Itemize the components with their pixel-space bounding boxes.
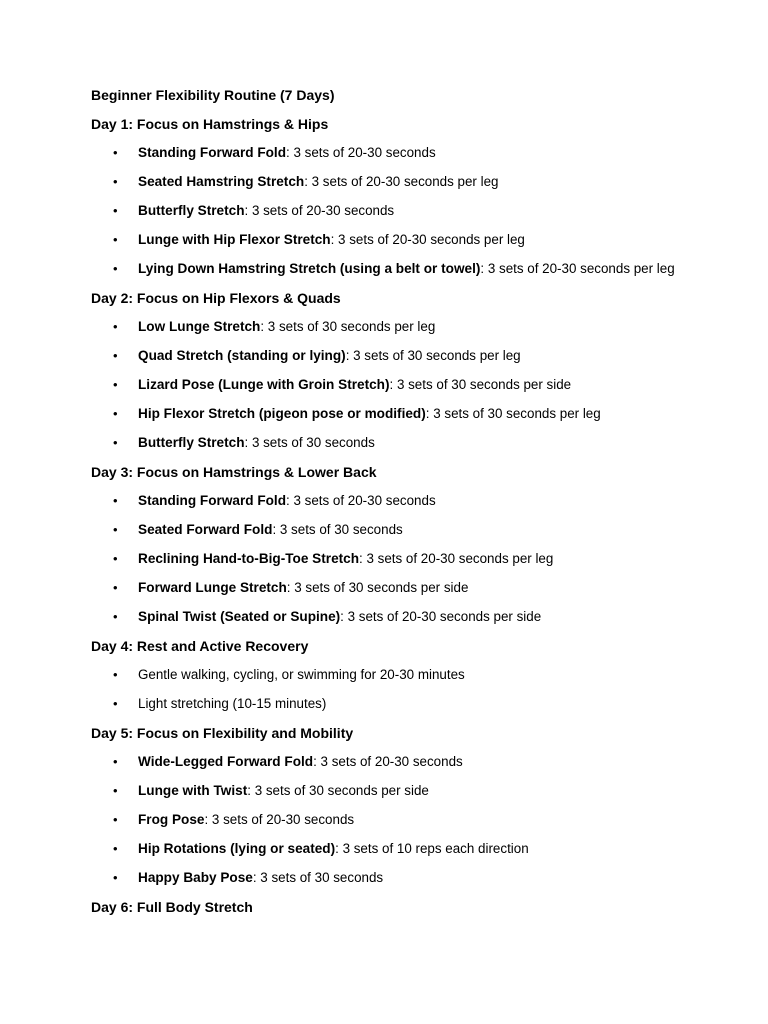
bullet-icon: • xyxy=(113,754,118,769)
exercise-detail: : 3 sets of 20-30 seconds xyxy=(286,145,436,160)
bullet-icon: • xyxy=(113,145,118,160)
bullet-icon: • xyxy=(113,232,118,247)
exercise-name: Butterfly Stretch xyxy=(138,203,245,218)
exercise-name: Standing Forward Fold xyxy=(138,493,287,508)
bullet-icon: • xyxy=(113,377,118,392)
bullet-icon: • xyxy=(113,812,118,827)
list-item xyxy=(91,838,731,860)
list-item xyxy=(91,809,731,831)
exercise-detail: : 3 sets of 20-30 seconds per leg xyxy=(330,232,525,247)
bullet-icon: • xyxy=(113,261,118,276)
bullet-icon: • xyxy=(113,348,118,363)
exercise-detail: : 3 sets of 20-30 seconds xyxy=(244,203,395,218)
exercise-name: Wide-Legged Forward Fold xyxy=(138,754,314,769)
exercise-detail: : 3 sets of 30 seconds per leg xyxy=(425,406,601,421)
exercise-detail: : 3 sets of 10 reps each direction xyxy=(335,841,529,856)
list-item xyxy=(91,606,731,628)
day-heading: Day 5: Focus on Flexibility and Mobility xyxy=(91,725,354,741)
day-section-3 xyxy=(91,461,731,628)
activity-text: Gentle walking, cycling, or swimming for 20-30 minutes xyxy=(138,667,465,682)
exercise-name: Hip Flexor Stretch (pigeon pose or modified) xyxy=(138,406,426,421)
day-heading: Day 1: Focus on Hamstrings & Hips xyxy=(91,116,329,132)
bullet-icon: • xyxy=(113,609,118,624)
list-item xyxy=(91,548,731,570)
day-section-1 xyxy=(91,113,731,280)
exercise-detail: : 3 sets of 20-30 seconds per leg xyxy=(480,261,675,276)
bullet-icon: • xyxy=(113,435,118,450)
exercise-name: Lizard Pose (Lunge with Groin Stretch) xyxy=(138,377,390,392)
list-item xyxy=(91,432,731,454)
day-heading: Day 3: Focus on Hamstrings & Lower Back xyxy=(91,464,377,480)
exercise-name: Happy Baby Pose xyxy=(138,870,253,885)
exercise-detail: : 3 sets of 20-30 seconds xyxy=(286,493,436,508)
list-item xyxy=(91,577,731,599)
exercise-detail: : 3 sets of 30 seconds xyxy=(272,522,403,537)
exercise-name: Lunge with Hip Flexor Stretch xyxy=(138,232,331,247)
activity-text: Light stretching (10-15 minutes) xyxy=(138,696,327,711)
exercise-name: Seated Hamstring Stretch xyxy=(138,174,305,189)
list-item xyxy=(91,258,731,280)
exercise-name: Butterfly Stretch xyxy=(138,435,245,450)
list-item xyxy=(91,867,731,889)
exercise-list xyxy=(91,142,731,280)
bullet-icon: • xyxy=(113,841,118,856)
exercise-list xyxy=(91,490,731,628)
bullet-icon: • xyxy=(113,174,118,189)
activity-list xyxy=(91,664,731,715)
exercise-name: Hip Rotations (lying or seated) xyxy=(138,841,336,856)
exercise-list xyxy=(91,316,731,454)
list-item xyxy=(91,751,731,773)
bullet-icon: • xyxy=(113,406,118,421)
list-item xyxy=(91,693,731,715)
bullet-icon: • xyxy=(113,870,118,885)
day-section-2 xyxy=(91,287,731,454)
exercise-list xyxy=(91,751,731,889)
exercise-name: Low Lunge Stretch xyxy=(138,319,261,334)
list-item xyxy=(91,345,731,367)
day-heading: Day 2: Focus on Hip Flexors & Quads xyxy=(91,290,341,306)
day-section-6 xyxy=(91,896,731,918)
exercise-detail: : 3 sets of 20-30 seconds xyxy=(204,812,355,827)
exercise-detail: : 3 sets of 20-30 seconds xyxy=(313,754,463,769)
bullet-icon: • xyxy=(113,667,118,682)
exercise-name: Spinal Twist (Seated or Supine) xyxy=(138,609,341,624)
exercise-detail: : 3 sets of 30 seconds per side xyxy=(389,377,572,392)
bullet-icon: • xyxy=(113,203,118,218)
exercise-detail: : 3 sets of 30 seconds per side xyxy=(286,580,469,595)
bullet-icon: • xyxy=(113,783,118,798)
list-item xyxy=(91,142,731,164)
list-item xyxy=(91,229,731,251)
day-heading: Day 4: Rest and Active Recovery xyxy=(91,638,309,654)
exercise-detail: : 3 sets of 20-30 seconds per leg xyxy=(359,551,554,566)
list-item xyxy=(91,403,731,425)
bullet-icon: • xyxy=(113,319,118,334)
exercise-detail: : 3 sets of 20-30 seconds per side xyxy=(340,609,542,624)
exercise-detail: : 3 sets of 20-30 seconds per leg xyxy=(304,174,499,189)
exercise-detail: : 3 sets of 30 seconds per leg xyxy=(260,319,436,334)
exercise-name: Reclining Hand-to-Big-Toe Stretch xyxy=(138,551,360,566)
list-item xyxy=(91,374,731,396)
exercise-name: Lying Down Hamstring Stretch (using a belt or towel) xyxy=(138,261,481,276)
exercise-detail: : 3 sets of 30 seconds per leg xyxy=(345,348,521,363)
list-item xyxy=(91,171,731,193)
exercise-detail: : 3 sets of 30 seconds per side xyxy=(247,783,429,798)
exercise-name: Lunge with Twist xyxy=(138,783,248,798)
bullet-icon: • xyxy=(113,493,118,508)
bullet-icon: • xyxy=(113,580,118,595)
day-heading: Day 6: Full Body Stretch xyxy=(91,899,253,915)
bullet-icon: • xyxy=(113,522,118,537)
list-item xyxy=(91,316,731,338)
day-section-5 xyxy=(91,722,731,889)
exercise-name: Frog Pose xyxy=(138,812,205,827)
bullet-icon: • xyxy=(113,551,118,566)
list-item xyxy=(91,519,731,541)
list-item xyxy=(91,780,731,802)
bullet-icon: • xyxy=(113,696,118,711)
exercise-detail: : 3 sets of 30 seconds xyxy=(244,435,375,450)
document-title: Beginner Flexibility Routine (7 Days) xyxy=(91,87,335,103)
list-item xyxy=(91,200,731,222)
exercise-name: Forward Lunge Stretch xyxy=(138,580,287,595)
document-body xyxy=(91,84,731,925)
exercise-name: Standing Forward Fold xyxy=(138,145,287,160)
list-item xyxy=(91,490,731,512)
day-section-4 xyxy=(91,635,731,715)
exercise-name: Quad Stretch (standing or lying) xyxy=(138,348,346,363)
exercise-detail: : 3 sets of 30 seconds xyxy=(252,870,384,885)
list-item xyxy=(91,664,731,686)
exercise-name: Seated Forward Fold xyxy=(138,522,273,537)
